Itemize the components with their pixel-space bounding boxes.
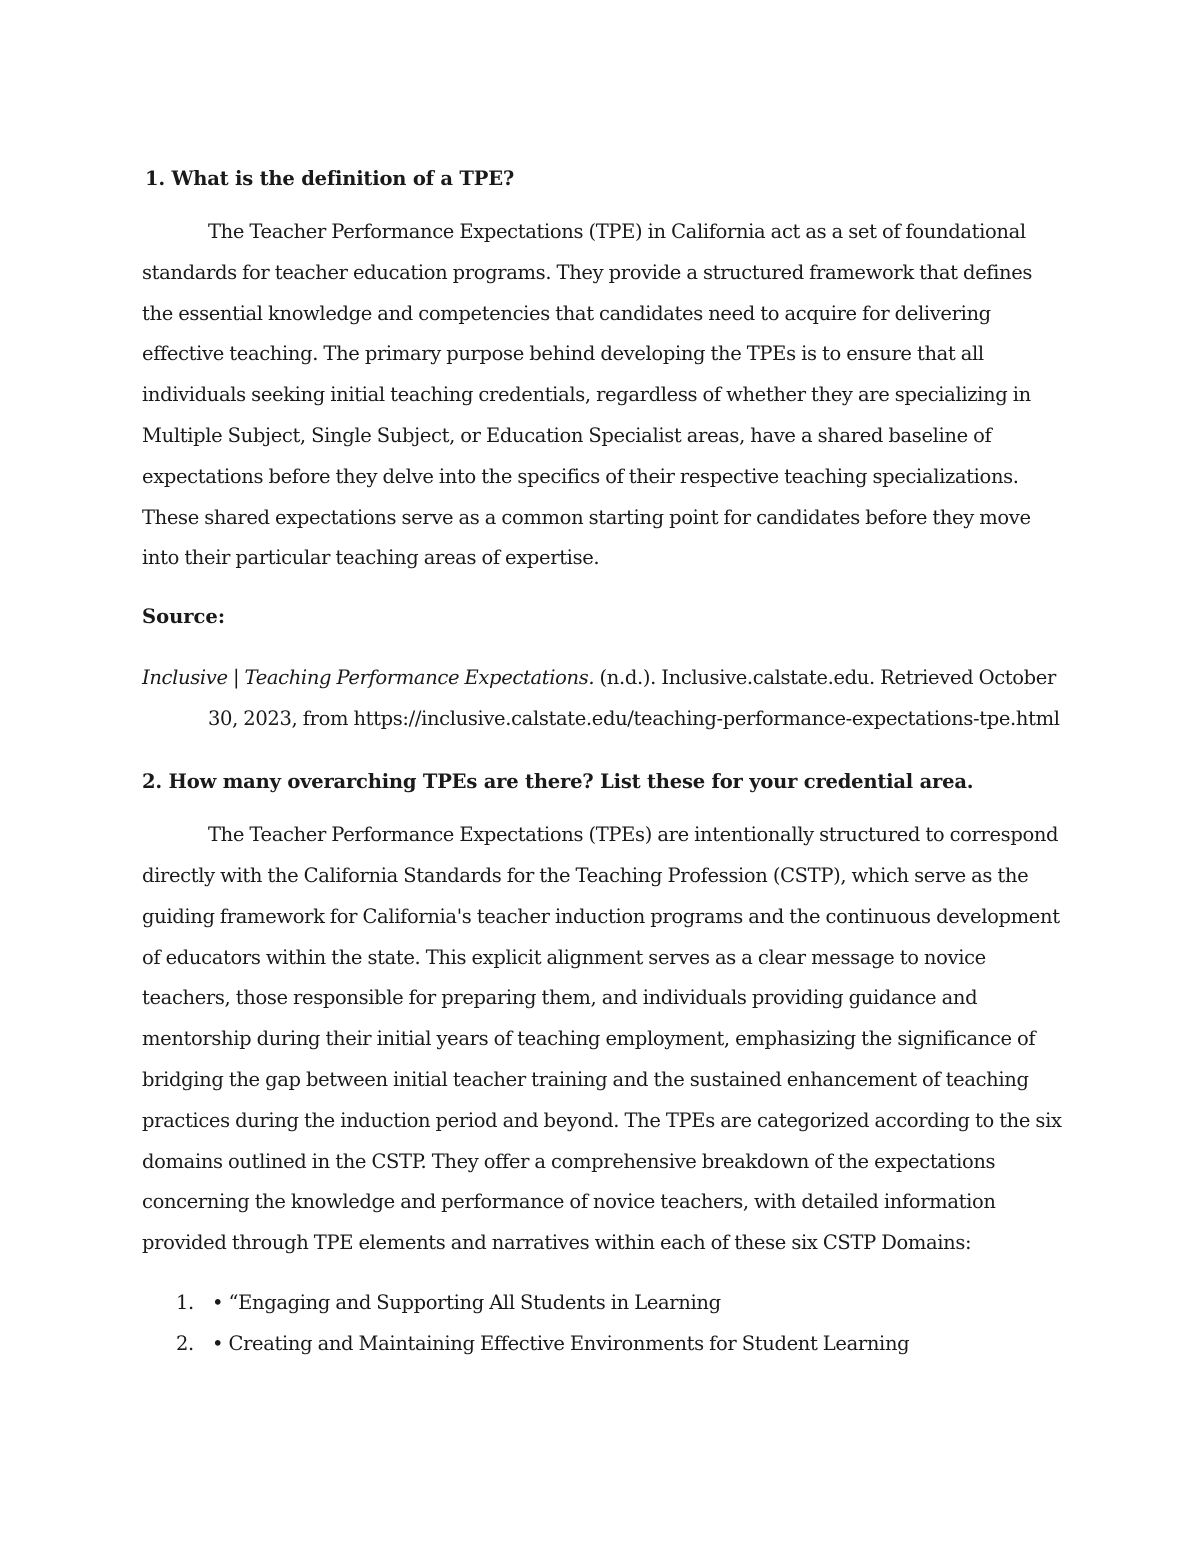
list-item-number: 2. — [176, 1331, 194, 1355]
source-label: Source: — [142, 605, 226, 629]
citation-details: (n.d.). Inclusive.calstate.edu. Retrieved October 30, 2023, from https://inclusive.calstate.edu/teaching-performance-expectations-tpe.html — [208, 666, 1060, 731]
list-item — [142, 1323, 1062, 1364]
question-1-answer: The Teacher Performance Expectations (TPE) in California act as a set of foundational standards for teacher education programs. They provide a structured framework that defines the essential knowledge and competencies that candidates need to acquire for delivering effective teaching. The primary purpose behind developing the TPEs is to ensure that all individuals seeking initial teaching credentials, regardless of whether they are specializing in Multiple Subject, Single Subject, or Education Specialist areas, have a shared baseline of expectations before they delve into the specifics of their respective teaching specializations. These shared expectations serve as a common starting point for candidates before they move into their particular teaching areas of expertise. — [142, 220, 1033, 570]
domain-list — [142, 1282, 1062, 1364]
list-item-number: 1. — [176, 1290, 194, 1314]
question-2-heading: 2. How many overarching TPEs are there? List these for your credential area. — [142, 770, 974, 794]
document-page — [142, 158, 1062, 1364]
question-2-answer: The Teacher Performance Expectations (TPEs) are intentionally structured to correspond directly with the California Standards for the Teaching Profession (CSTP), which serve as the guiding framework for California's teacher induction programs and the continuous development of educators within the state. This explicit alignment serves as a clear message to novice teachers, those responsible for preparing them, and individuals providing guidance and mentorship during their initial years of teaching employment, emphasizing the significance of bridging the gap between initial teacher training and the sustained enhancement of teaching practices during the induction period and beyond. The TPEs are categorized according to the six domains outlined in the CSTP. They offer a comprehensive breakdown of the expectations concerning the knowledge and performance of novice teachers, with detailed information provided through TPE elements and narratives within each of these six CSTP Domains: — [142, 823, 1062, 1255]
citation — [142, 657, 1062, 739]
list-item-text: • Creating and Maintaining Effective Environments for Student Learning — [212, 1331, 910, 1355]
question-1-heading: 1. What is the definition of a TPE? — [145, 167, 515, 190]
list-item — [142, 1282, 1062, 1323]
list-item-text: • “Engaging and Supporting All Students in Learning — [212, 1290, 721, 1314]
citation-title: Inclusive | Teaching Performance Expectations. — [142, 666, 595, 690]
